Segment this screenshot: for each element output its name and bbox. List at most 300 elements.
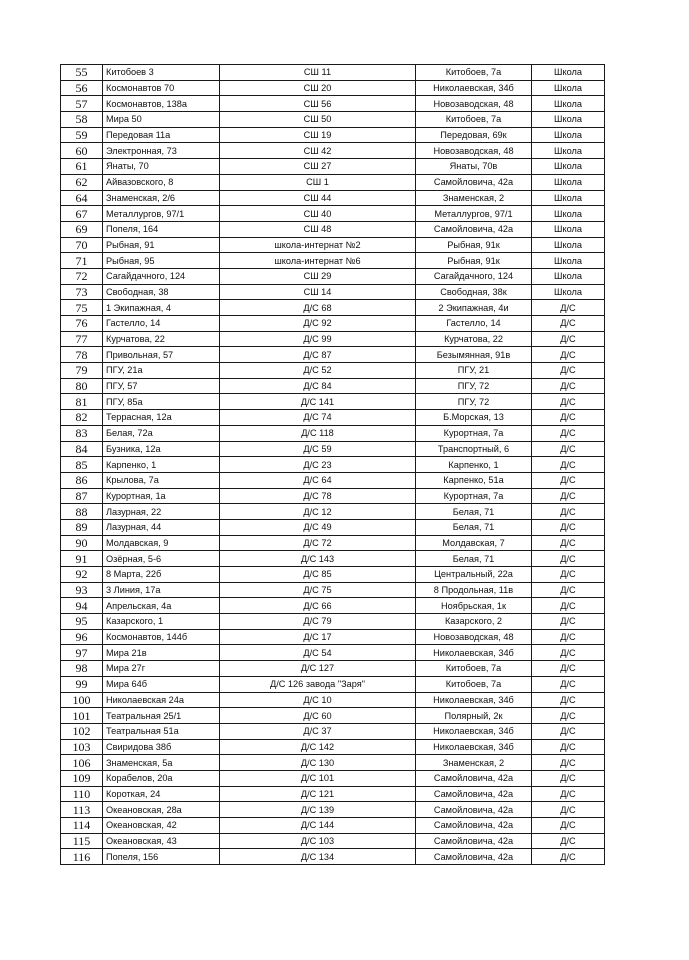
row-number-cell: 88 (61, 504, 103, 520)
institution-cell: Д/С 60 (220, 708, 416, 724)
institution-cell: Д/С 92 (220, 316, 416, 332)
row-number-cell: 70 (61, 237, 103, 253)
address-cell: ПГУ, 85а (103, 394, 220, 410)
institution-cell: Д/С 75 (220, 582, 416, 598)
row-number-cell: 83 (61, 425, 103, 441)
table-row (61, 833, 605, 849)
table-row (61, 551, 605, 567)
institution-cell: Д/С 141 (220, 394, 416, 410)
type-cell: Д/С (532, 551, 605, 567)
table-row (61, 190, 605, 206)
address-cell: Мира 50 (103, 112, 220, 128)
table-row (61, 284, 605, 300)
row-number-cell: 59 (61, 127, 103, 143)
type-cell: Школа (532, 237, 605, 253)
address-cell: Лазурная, 22 (103, 504, 220, 520)
table-row (61, 331, 605, 347)
table-row (61, 770, 605, 786)
row-number-cell: 99 (61, 676, 103, 692)
institution-cell: Д/С 134 (220, 849, 416, 865)
institution-cell: СШ 42 (220, 143, 416, 159)
type-cell: Д/С (532, 567, 605, 583)
row-number-cell: 81 (61, 394, 103, 410)
type-cell: Д/С (532, 833, 605, 849)
row-number-cell: 98 (61, 661, 103, 677)
type-cell: Д/С (532, 347, 605, 363)
type-cell: Д/С (532, 425, 605, 441)
address-cell: Озёрная, 5-6 (103, 551, 220, 567)
institution-cell: Д/С 144 (220, 818, 416, 834)
row-number-cell: 87 (61, 488, 103, 504)
address-cell: Янаты, 70 (103, 159, 220, 175)
table-row (61, 818, 605, 834)
table-row (61, 253, 605, 269)
institution-cell: Д/С 87 (220, 347, 416, 363)
type-cell: Д/С (532, 316, 605, 332)
table-row (61, 112, 605, 128)
type-cell: Д/С (532, 802, 605, 818)
address-cell: Апрельская, 4а (103, 598, 220, 614)
row-number-cell: 101 (61, 708, 103, 724)
type-cell: Д/С (532, 331, 605, 347)
address-cell: Космонавтов, 138а (103, 96, 220, 112)
table-row (61, 159, 605, 175)
institution-cell: СШ 1 (220, 174, 416, 190)
table-row (61, 347, 605, 363)
type-cell: Школа (532, 112, 605, 128)
location-cell: Свободная, 38к (416, 284, 532, 300)
address-cell: Бузника, 12а (103, 441, 220, 457)
type-cell: Школа (532, 268, 605, 284)
table-row (61, 755, 605, 771)
institution-cell: Д/С 126 завода "Заря" (220, 676, 416, 692)
institution-cell: Д/С 79 (220, 614, 416, 630)
address-cell: Океановская, 28а (103, 802, 220, 818)
institution-cell: Д/С 68 (220, 300, 416, 316)
row-number-cell: 62 (61, 174, 103, 190)
location-cell: Курортная, 7а (416, 488, 532, 504)
table-row (61, 143, 605, 159)
institution-cell: школа-интернат №2 (220, 237, 416, 253)
table-row (61, 708, 605, 724)
location-cell: Самойловича, 42а (416, 833, 532, 849)
table-row (61, 378, 605, 394)
address-cell: Металлургов, 97/1 (103, 206, 220, 222)
table-row (61, 786, 605, 802)
type-cell: Д/С (532, 441, 605, 457)
location-cell: 8 Продольная, 11в (416, 582, 532, 598)
type-cell: Д/С (532, 849, 605, 865)
location-cell: Новозаводская, 48 (416, 96, 532, 112)
table-row (61, 567, 605, 583)
type-cell: Д/С (532, 363, 605, 379)
location-cell: Рыбная, 91к (416, 253, 532, 269)
address-cell: Океановская, 42 (103, 818, 220, 834)
row-number-cell: 90 (61, 535, 103, 551)
type-cell: Д/С (532, 645, 605, 661)
type-cell: Школа (532, 127, 605, 143)
address-cell: 1 Экипажная, 4 (103, 300, 220, 316)
location-cell: 2 Экипажная, 4и (416, 300, 532, 316)
institution-cell: Д/С 52 (220, 363, 416, 379)
table-body (61, 65, 605, 865)
location-cell: Ноябрьская, 1к (416, 598, 532, 614)
table-row (61, 535, 605, 551)
institution-cell: Д/С 17 (220, 629, 416, 645)
type-cell: Д/С (532, 598, 605, 614)
row-number-cell: 67 (61, 206, 103, 222)
address-cell: Китобоев 3 (103, 65, 220, 81)
address-cell: Театральная 51а (103, 723, 220, 739)
row-number-cell: 79 (61, 363, 103, 379)
type-cell: Д/С (532, 723, 605, 739)
row-number-cell: 72 (61, 268, 103, 284)
location-cell: Транспортный, 6 (416, 441, 532, 457)
institution-cell: Д/С 139 (220, 802, 416, 818)
institution-cell: Д/С 101 (220, 770, 416, 786)
institution-cell: Д/С 103 (220, 833, 416, 849)
address-cell: ПГУ, 21а (103, 363, 220, 379)
row-number-cell: 115 (61, 833, 103, 849)
address-cell: Попеля, 156 (103, 849, 220, 865)
institution-cell: Д/С 23 (220, 457, 416, 473)
row-number-cell: 76 (61, 316, 103, 332)
row-number-cell: 85 (61, 457, 103, 473)
address-cell: Рыбная, 95 (103, 253, 220, 269)
table-row (61, 849, 605, 865)
location-cell: Новозаводская, 48 (416, 629, 532, 645)
row-number-cell: 95 (61, 614, 103, 630)
type-cell: Д/С (532, 457, 605, 473)
table-row (61, 582, 605, 598)
institution-cell: СШ 40 (220, 206, 416, 222)
address-cell: Мира 64б (103, 676, 220, 692)
address-cell: Передовая 11а (103, 127, 220, 143)
institution-cell: СШ 48 (220, 221, 416, 237)
row-number-cell: 75 (61, 300, 103, 316)
address-cell: 3 Линия, 17а (103, 582, 220, 598)
type-cell: Д/С (532, 755, 605, 771)
row-number-cell: 80 (61, 378, 103, 394)
row-number-cell: 89 (61, 519, 103, 535)
table-row (61, 614, 605, 630)
type-cell: Школа (532, 190, 605, 206)
type-cell: Д/С (532, 614, 605, 630)
location-cell: Казарского, 2 (416, 614, 532, 630)
institution-cell: СШ 20 (220, 80, 416, 96)
institution-cell: СШ 11 (220, 65, 416, 81)
row-number-cell: 114 (61, 818, 103, 834)
row-number-cell: 113 (61, 802, 103, 818)
institution-cell: Д/С 12 (220, 504, 416, 520)
table-row (61, 488, 605, 504)
location-cell: Самойловича, 42а (416, 818, 532, 834)
row-number-cell: 60 (61, 143, 103, 159)
row-number-cell: 109 (61, 770, 103, 786)
address-cell: Привольная, 57 (103, 347, 220, 363)
institution-cell: СШ 56 (220, 96, 416, 112)
institution-cell: Д/С 74 (220, 410, 416, 426)
address-cell: Мира 27г (103, 661, 220, 677)
row-number-cell: 106 (61, 755, 103, 771)
location-cell: Николаевская, 34б (416, 645, 532, 661)
table-row (61, 629, 605, 645)
type-cell: Школа (532, 96, 605, 112)
row-number-cell: 64 (61, 190, 103, 206)
type-cell: Д/С (532, 629, 605, 645)
table-row (61, 316, 605, 332)
row-number-cell: 93 (61, 582, 103, 598)
institution-cell: Д/С 37 (220, 723, 416, 739)
address-cell: Курортная, 1а (103, 488, 220, 504)
location-cell: Молдавская, 7 (416, 535, 532, 551)
location-cell: Китобоев, 7а (416, 65, 532, 81)
row-number-cell: 78 (61, 347, 103, 363)
address-cell: Рыбная, 91 (103, 237, 220, 253)
institution-cell: СШ 27 (220, 159, 416, 175)
address-cell: Знаменская, 5а (103, 755, 220, 771)
location-cell: Янаты, 70в (416, 159, 532, 175)
address-cell: Знаменская, 2/6 (103, 190, 220, 206)
type-cell: Д/С (532, 692, 605, 708)
institution-cell: Д/С 59 (220, 441, 416, 457)
institution-cell: Д/С 10 (220, 692, 416, 708)
type-cell: Школа (532, 80, 605, 96)
location-cell: Карпенко, 51а (416, 472, 532, 488)
location-cell: Рыбная, 91к (416, 237, 532, 253)
location-cell: Сагайдачного, 124 (416, 268, 532, 284)
address-cell: Океановская, 43 (103, 833, 220, 849)
institution-cell: Д/С 99 (220, 331, 416, 347)
table-row (61, 457, 605, 473)
type-cell: Д/С (532, 378, 605, 394)
type-cell: Школа (532, 284, 605, 300)
location-cell: Новозаводская, 48 (416, 143, 532, 159)
location-cell: ПГУ, 21 (416, 363, 532, 379)
row-number-cell: 56 (61, 80, 103, 96)
location-cell: Китобоев, 7а (416, 661, 532, 677)
location-cell: Курортная, 7а (416, 425, 532, 441)
institution-cell: Д/С 85 (220, 567, 416, 583)
address-cell: Белая, 72а (103, 425, 220, 441)
institution-cell: СШ 44 (220, 190, 416, 206)
address-cell: Айвазовского, 8 (103, 174, 220, 190)
table-row (61, 174, 605, 190)
address-cell: Короткая, 24 (103, 786, 220, 802)
institution-cell: Д/С 72 (220, 535, 416, 551)
table-row (61, 441, 605, 457)
institution-cell: Д/С 64 (220, 472, 416, 488)
location-cell: Белая, 71 (416, 519, 532, 535)
type-cell: Школа (532, 65, 605, 81)
type-cell: Д/С (532, 488, 605, 504)
table-row (61, 598, 605, 614)
address-table (60, 64, 605, 865)
row-number-cell: 55 (61, 65, 103, 81)
type-cell: Д/С (532, 708, 605, 724)
location-cell: Николаевская, 34б (416, 723, 532, 739)
address-cell: Курчатова, 22 (103, 331, 220, 347)
location-cell: Знаменская, 2 (416, 190, 532, 206)
row-number-cell: 82 (61, 410, 103, 426)
type-cell: Д/С (532, 661, 605, 677)
row-number-cell: 61 (61, 159, 103, 175)
institution-cell: СШ 50 (220, 112, 416, 128)
type-cell: Д/С (532, 300, 605, 316)
row-number-cell: 102 (61, 723, 103, 739)
location-cell: Гастелло, 14 (416, 316, 532, 332)
row-number-cell: 103 (61, 739, 103, 755)
address-cell: Гастелло, 14 (103, 316, 220, 332)
table-row (61, 221, 605, 237)
location-cell: Курчатова, 22 (416, 331, 532, 347)
table-row (61, 127, 605, 143)
location-cell: Знаменская, 2 (416, 755, 532, 771)
institution-cell: Д/С 49 (220, 519, 416, 535)
address-cell: Мира 21в (103, 645, 220, 661)
address-cell: Террасная, 12а (103, 410, 220, 426)
institution-cell: Д/С 84 (220, 378, 416, 394)
institution-cell: Д/С 121 (220, 786, 416, 802)
address-cell: Космонавтов, 144б (103, 629, 220, 645)
institution-cell: Д/С 142 (220, 739, 416, 755)
row-number-cell: 58 (61, 112, 103, 128)
location-cell: Николаевская, 34б (416, 80, 532, 96)
type-cell: Школа (532, 159, 605, 175)
institution-cell: СШ 14 (220, 284, 416, 300)
table-row (61, 80, 605, 96)
institution-cell: Д/С 127 (220, 661, 416, 677)
table-row (61, 96, 605, 112)
row-number-cell: 86 (61, 472, 103, 488)
table-row (61, 739, 605, 755)
table-row (61, 519, 605, 535)
location-cell: Безымянная, 91в (416, 347, 532, 363)
address-cell: Космонавтов 70 (103, 80, 220, 96)
address-cell: Попеля, 164 (103, 221, 220, 237)
address-cell: Свиридова 38б (103, 739, 220, 755)
table-row (61, 237, 605, 253)
type-cell: Школа (532, 206, 605, 222)
address-cell: Сагайдачного, 124 (103, 268, 220, 284)
institution-cell: Д/С 78 (220, 488, 416, 504)
location-cell: Металлургов, 97/1 (416, 206, 532, 222)
type-cell: Д/С (532, 770, 605, 786)
type-cell: Школа (532, 221, 605, 237)
type-cell: Д/С (532, 519, 605, 535)
address-cell: Электронная, 73 (103, 143, 220, 159)
table-row (61, 363, 605, 379)
row-number-cell: 116 (61, 849, 103, 865)
location-cell: Центральный, 22а (416, 567, 532, 583)
row-number-cell: 84 (61, 441, 103, 457)
address-cell: Свободная, 38 (103, 284, 220, 300)
institution-cell: СШ 19 (220, 127, 416, 143)
row-number-cell: 73 (61, 284, 103, 300)
row-number-cell: 69 (61, 221, 103, 237)
row-number-cell: 96 (61, 629, 103, 645)
type-cell: Д/С (532, 582, 605, 598)
table-row (61, 645, 605, 661)
location-cell: Самойловича, 42а (416, 786, 532, 802)
location-cell: ПГУ, 72 (416, 378, 532, 394)
table-row (61, 723, 605, 739)
institution-cell: Д/С 54 (220, 645, 416, 661)
location-cell: Самойловича, 42а (416, 174, 532, 190)
type-cell: Д/С (532, 676, 605, 692)
location-cell: Самойловича, 42а (416, 221, 532, 237)
address-cell: Театральная 25/1 (103, 708, 220, 724)
table-row (61, 394, 605, 410)
location-cell: Самойловича, 42а (416, 802, 532, 818)
table-row (61, 206, 605, 222)
row-number-cell: 92 (61, 567, 103, 583)
row-number-cell: 91 (61, 551, 103, 567)
type-cell: Д/С (532, 472, 605, 488)
address-cell: Казарского, 1 (103, 614, 220, 630)
location-cell: Белая, 71 (416, 504, 532, 520)
institution-cell: СШ 29 (220, 268, 416, 284)
address-cell: Корабелов, 20а (103, 770, 220, 786)
row-number-cell: 94 (61, 598, 103, 614)
address-cell: Карпенко, 1 (103, 457, 220, 473)
type-cell: Д/С (532, 739, 605, 755)
row-number-cell: 77 (61, 331, 103, 347)
location-cell: Б.Морская, 13 (416, 410, 532, 426)
table-row (61, 268, 605, 284)
table-row (61, 504, 605, 520)
location-cell: Китобоев, 7а (416, 676, 532, 692)
table-row (61, 692, 605, 708)
table-row (61, 425, 605, 441)
location-cell: Полярный, 2к (416, 708, 532, 724)
row-number-cell: 57 (61, 96, 103, 112)
location-cell: Николаевская, 34б (416, 692, 532, 708)
table-row (61, 300, 605, 316)
row-number-cell: 97 (61, 645, 103, 661)
table-row (61, 65, 605, 81)
address-cell: ПГУ, 57 (103, 378, 220, 394)
address-cell: Крылова, 7а (103, 472, 220, 488)
type-cell: Д/С (532, 818, 605, 834)
type-cell: Школа (532, 143, 605, 159)
table-row (61, 802, 605, 818)
type-cell: Д/С (532, 504, 605, 520)
location-cell: Белая, 71 (416, 551, 532, 567)
table-row (61, 410, 605, 426)
table-row (61, 676, 605, 692)
address-cell: Молдавская, 9 (103, 535, 220, 551)
type-cell: Д/С (532, 394, 605, 410)
location-cell: Передовая, 69к (416, 127, 532, 143)
institution-cell: Д/С 130 (220, 755, 416, 771)
address-cell: Лазурная, 44 (103, 519, 220, 535)
type-cell: Д/С (532, 535, 605, 551)
row-number-cell: 110 (61, 786, 103, 802)
address-cell: 8 Марта, 22б (103, 567, 220, 583)
type-cell: Школа (532, 253, 605, 269)
type-cell: Д/С (532, 410, 605, 426)
row-number-cell: 71 (61, 253, 103, 269)
table-row (61, 472, 605, 488)
location-cell: Самойловича, 42а (416, 849, 532, 865)
institution-cell: Д/С 66 (220, 598, 416, 614)
location-cell: ПГУ, 72 (416, 394, 532, 410)
document-page (60, 64, 604, 865)
table-row (61, 661, 605, 677)
type-cell: Д/С (532, 786, 605, 802)
row-number-cell: 100 (61, 692, 103, 708)
